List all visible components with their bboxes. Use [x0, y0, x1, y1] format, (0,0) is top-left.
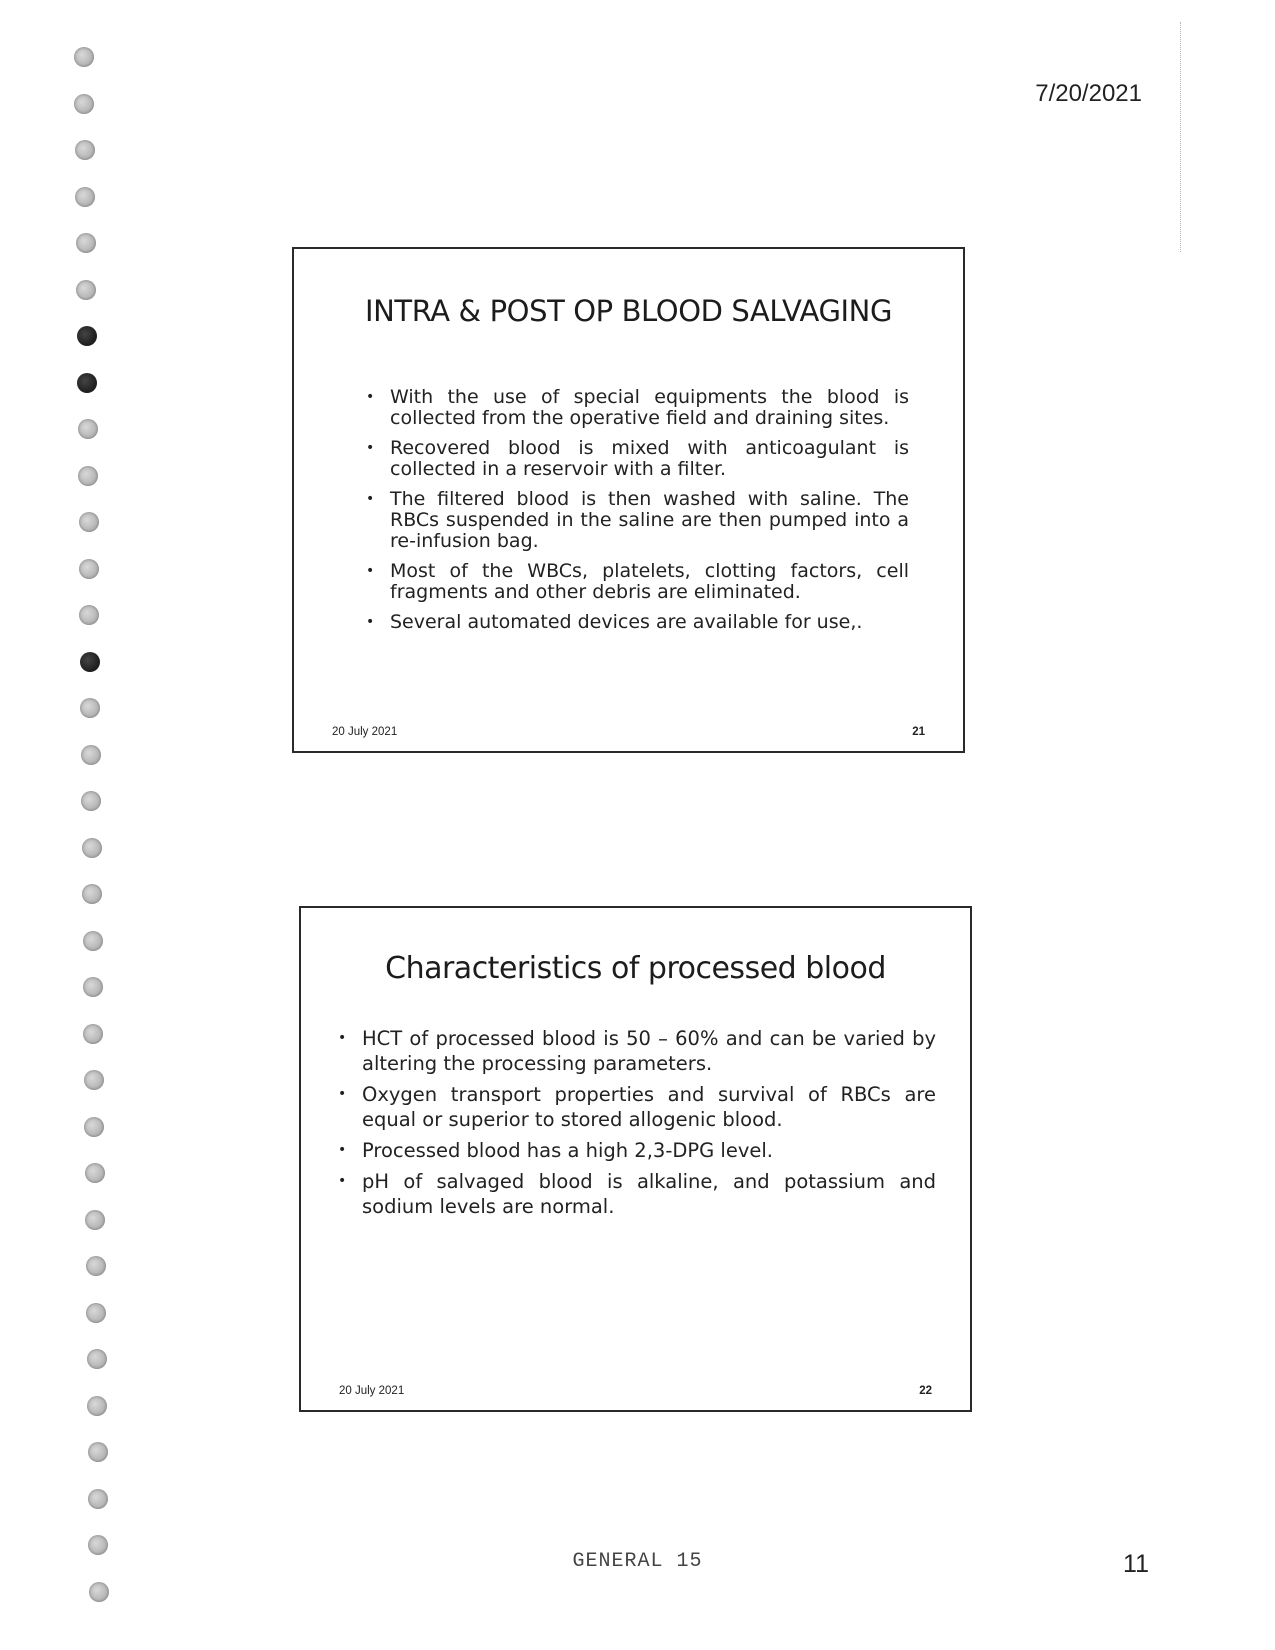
bullet-text: Recovered blood is mixed with anticoagulant is collected in a reservoir with a filter.: [390, 437, 909, 480]
bullet-icon: •: [366, 491, 375, 507]
bullet-text: pH of salvaged blood is alkaline, and potassium and sodium levels are normal.: [362, 1170, 936, 1218]
list-item: [336, 1026, 936, 1076]
binder-hole: [85, 1163, 105, 1183]
bullet-icon: •: [338, 1142, 347, 1158]
binder-hole: [88, 1442, 108, 1462]
binder-hole: [76, 280, 96, 300]
page-date: 7/20/2021: [1035, 80, 1142, 107]
bullet-text: With the use of special equipments the blood is collected from the operative field and draining sites.: [390, 386, 909, 429]
binder-hole: [84, 1070, 104, 1090]
page-edge-line: [1180, 22, 1181, 252]
slide-title: Characteristics of processed blood: [385, 951, 886, 986]
slide-21: [292, 247, 965, 753]
bullet-icon: •: [366, 563, 375, 579]
binder-hole: [78, 466, 98, 486]
slide-22: [299, 906, 972, 1412]
binder-hole: [87, 1396, 107, 1416]
binder-hole: [81, 791, 101, 811]
binder-hole: [77, 326, 97, 346]
list-item: [336, 1082, 936, 1132]
list-item: [364, 438, 909, 480]
slide-footer-date: 20 July 2021: [332, 726, 398, 738]
binder-hole: [85, 1210, 105, 1230]
binder-hole: [81, 745, 101, 765]
binder-hole: [75, 187, 95, 207]
page-number: 11: [1123, 1550, 1149, 1578]
binder-hole: [87, 1349, 107, 1369]
list-item: [336, 1138, 936, 1163]
bullet-text: Oxygen transport properties and survival of RBCs are equal or superior to stored allogenic blood.: [362, 1083, 936, 1131]
binder-hole: [89, 1582, 109, 1602]
bullet-icon: •: [366, 440, 375, 456]
slide-title: INTRA & POST OP BLOOD SALVAGING: [364, 294, 893, 328]
slide-footer-date: 20 July 2021: [339, 1385, 405, 1397]
list-item: [336, 1169, 936, 1219]
bullet-icon: •: [338, 1173, 347, 1189]
binder-hole: [74, 47, 94, 67]
binder-hole: [79, 512, 99, 532]
binder-hole: [79, 605, 99, 625]
list-item: [364, 387, 909, 429]
bullet-icon: •: [338, 1030, 347, 1046]
bullet-icon: •: [366, 614, 375, 630]
binder-hole: [83, 977, 103, 997]
bullet-text: Most of the WBCs, platelets, clotting factors, cell fragments and other debris are eliminated.: [390, 560, 909, 603]
binder-hole: [82, 884, 102, 904]
bullet-text: Processed blood has a high 2,3-DPG level.: [362, 1139, 774, 1162]
binder-hole: [86, 1256, 106, 1276]
page-footer-label: GENERAL 15: [572, 1550, 703, 1573]
list-item: [364, 489, 909, 552]
binder-hole: [80, 652, 100, 672]
binder-hole: [78, 419, 98, 439]
bullet-text: The filtered blood is then washed with saline. The RBCs suspended in the saline are then pumped into a re-infusion bag.: [390, 488, 909, 552]
binder-hole: [83, 1024, 103, 1044]
binder-hole: [83, 931, 103, 951]
bullet-text: Several automated devices are available for use,.: [390, 611, 863, 633]
bullet-list: [364, 387, 909, 642]
binder-hole: [86, 1303, 106, 1323]
binder-hole: [88, 1489, 108, 1509]
bullet-text: HCT of processed blood is 50 – 60% and can be varied by altering the processing parameters.: [362, 1027, 936, 1075]
bullet-icon: •: [338, 1086, 347, 1102]
binder-hole: [80, 698, 100, 718]
list-item: [364, 561, 909, 603]
binder-holes: [0, 0, 120, 1650]
slide-number: 21: [912, 726, 925, 738]
binder-hole: [84, 1117, 104, 1137]
binder-hole: [77, 373, 97, 393]
binder-hole: [79, 559, 99, 579]
slide-number: 22: [919, 1385, 932, 1397]
binder-hole: [82, 838, 102, 858]
binder-hole: [74, 94, 94, 114]
list-item: [364, 612, 909, 633]
bullet-icon: •: [366, 389, 375, 405]
binder-hole: [75, 140, 95, 160]
bullet-list: [336, 1026, 936, 1225]
binder-hole: [76, 233, 96, 253]
